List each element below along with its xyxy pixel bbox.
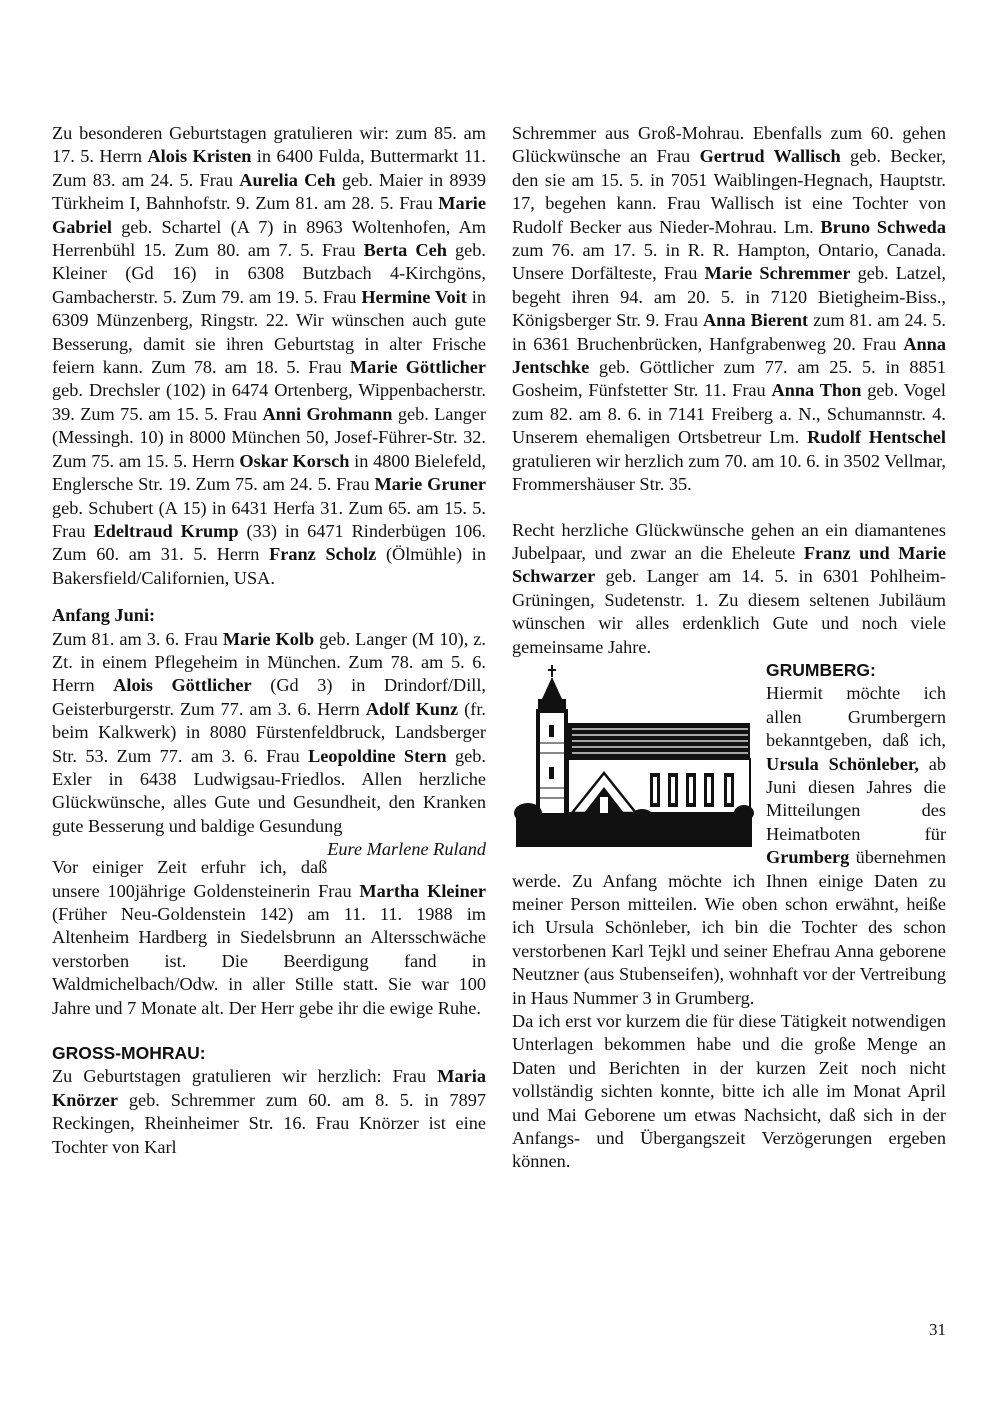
birthday-paragraph-may [52, 122, 486, 590]
text-run: (33) in 6471 Rinderbügen 106. Zum 60. am 31. 5. Herrn [52, 520, 486, 565]
bold-name: Franz und Marie Schwarzer [512, 542, 946, 587]
text-run: Zu besonderen Geburtstagen gratulieren wir: zum 85. am 17. 5. Herrn [52, 123, 486, 167]
text-run: (Gd 3) in Drindorf/Dill, Geisterburgerstr. Zum 77. am 3. 6. Herrn [52, 675, 486, 719]
text-run: in 6309 Münzenberg, Ringstr. 22. Wir wünschen auch gute Besserung, damit sie ihren Geburtstag in alter Frische feiern kann. Zum 78. am 18. 5. Frau [52, 286, 487, 378]
bold-name: Adolf Kunz [365, 698, 459, 719]
bold-name: Oskar Korsch [239, 450, 350, 471]
text-run: geb. Vogel zum 82. am 8. 6. in 7141 Freiberg a. N., Schumannstr. 4. Unserem ehemaligen Ortsbetreur Lm. [512, 380, 946, 448]
text-run: geb. Langer (M 10), z. Zt. in einem Pflegeheim in München. Zum 78. am 5. 6. Herrn [52, 628, 486, 696]
bold-name: Gertrud Wallisch [699, 146, 841, 167]
text-run: in 4800 Bielefeld, Englersche Str. 19. Zum 75. am 24. 5. Frau [52, 450, 486, 495]
heading-grumberg: GRUMBERG: [766, 659, 876, 680]
text-run: übernehmen werde. Zu Anfang möchte ich Ihnen einige Daten zu meiner Person mitteilen. Wie oben schon erwähnt, heiße ich Ursula Schönleber, ich bin die Tochter des schon verstorbenen Karl Tejkl und seiner Ehefrau Anna geborene Neutzner (aus Stubenseifen), wohnhaft vor der Vertreibung in Haus Nummer 3 in Grumberg. [512, 847, 946, 1008]
text-run: Zu Geburtstagen gratulieren wir herzlich: Frau [52, 1066, 438, 1087]
bold-name: Marie Kolb [222, 628, 315, 649]
bold-name: Alois Göttlicher [113, 675, 252, 696]
obituary-paragraph [52, 856, 486, 1020]
bold-name: Maria Knörzer [52, 1066, 486, 1110]
text-run: Recht herzliche Glückwünsche gehen an ein diamantenes Jubelpaar, und zwar an die Eheleute [512, 519, 946, 563]
bold-name: Aurelia Ceh [239, 169, 336, 190]
text-run: Hiermit möchte ich allen Grumbergern bekanntgeben, daß ich, [766, 683, 946, 751]
bold-name: Marie Gabriel [52, 193, 486, 237]
bold-name: Bruno Schweda [820, 216, 946, 237]
heading-gross-mohrau: GROSS-MOHRAU: [52, 1043, 206, 1064]
bold-name: Anna Jentschke [512, 333, 946, 378]
text-run: zum 76. am 17. 5. in R. R. Hampton, Ontario, Canada. Unsere Dorfälteste, Frau [512, 240, 946, 284]
bold-name: Anna Thon [771, 380, 862, 401]
bold-name: Edeltraud Krump [93, 520, 239, 541]
bold-name: Franz Scholz [269, 544, 377, 565]
church-icon [512, 663, 756, 849]
text-run: (Früher Neu-Goldenstein 142) am 11. 11. 1988 im Altenheim Hardberg in Siedelsbrunn an Altersschwäche verstorben ist. Die Beerdigung fand in Waldmichelbach/Odw. in aller Stille statt. Sie war 100 Jahre und 7 Monate alt. Der Herr gebe ihr die ewige Ruhe. [52, 904, 486, 1018]
text-run: Schremmer aus Groß-Mohrau. Ebenfalls zum 60. gehen Glückwünsche an Frau [512, 123, 946, 167]
text-run: zum 81. am 24. 5. in 6361 Bruchenbrücken, Hanfgrabenweg 20. Frau [512, 310, 947, 354]
page-number: 31 [929, 1320, 946, 1339]
text-run: (Ölmühle) in Bakersfield/Californien, USA. [52, 544, 487, 588]
text-run: Zum 81. am 3. 6. Frau [52, 628, 223, 649]
text-run: in 6400 Fulda, Buttermarkt 11. Zum 83. am 24. 5. Frau [52, 146, 486, 190]
church-illustration [512, 663, 756, 849]
bold-name: Leopoldine Stern [308, 745, 447, 766]
bold-name: Anna Bierent [703, 310, 809, 331]
text-run: geb. Maier in 8939 Türkheim I, Bahnhofstr. 9. Zum 81. am 28. 5. Frau [52, 169, 486, 214]
text-run: geb. Schartel (A 7) in 8963 Woltenhofen, Am Herrenbühl 15. Zum 80. am 7. 5. Frau [52, 216, 486, 261]
text-run: (fr. beim Kalkwerk) in 8080 Fürstenfeldbruck, Landsberger Str. 53. Zum 77. am 3. 6. Frau [52, 698, 486, 766]
bold-name: Marie Gruner [374, 474, 486, 495]
text-run: geb. Langer (Messingh. 10) in 8000 München 50, Josef-Führer-Str. 32. Zum 75. am 15. 5. Herrn [52, 403, 486, 471]
june-text [52, 629, 486, 836]
grumberg-paragraph-2 [512, 1010, 946, 1174]
text-run: geb. Latzel, begeht ihren 94. am 20. 5. in 7120 Bietigheim-Biss., Königsberger Str. 9. Frau [512, 263, 946, 331]
text-run: gratulieren wir herzlich zum 70. am 10. 6. in 3502 Vellmar, Frommershäuser Str. 35. [512, 450, 946, 495]
bold-name: Alois Kristen [147, 146, 252, 167]
right-column [512, 122, 946, 1174]
bold-name: Rudolf Hentschel [807, 427, 946, 448]
text-run: geb. Langer am 14. 5. in 6301 Pohlheim-Grüningen, Sudetenstr. 1. Zu diesem seltenen Jubiläum wünschen wir alles erdenklich Gute und noch viele gemeinsame Jahre. [512, 566, 946, 657]
bold-name: Marie Schremmer [704, 263, 851, 284]
birthday-paragraph-june [52, 628, 486, 860]
text-run: geb. Schremmer zum 60. am 8. 5. in 7897 Reckingen, Rheinheimer Str. 16. Frau Knörzer ist eine Tochter von Karl [52, 1089, 486, 1157]
text-run: geb. Göttlicher zum 77. am 25. 5. in 8851 Gosheim, Fünfstetter Str. 11. Frau [512, 357, 946, 401]
signature: Eure Marlene Ruland [327, 839, 486, 860]
text-run: geb. Kleiner (Gd 16) in 6308 Butzbach 4-Kirchgöns, Gambacherstr. 5. Zum 79. am 19. 5. Frau [52, 240, 486, 307]
jubilee-paragraph [512, 519, 946, 659]
text-run: geb. Exler in 6438 Ludwigsau-Friedlos. Allen herzliche Glückwünsche, alles Gute und Gesundheit, den Kranken gute Besserung und baldige Gesundung [52, 745, 486, 836]
bold-name: Ursula Schönleber, [766, 753, 919, 774]
gross-mohrau-continued-paragraph [512, 122, 946, 497]
text-run: geb. Becker, den sie am 15. 5. in 7051 Waiblingen-Hegnach, Hauptstr. 17, begehen kann. Frau Wallisch ist eine Tochter von Rudolf Becker aus Nieder-Mohrau. Lm. [512, 146, 946, 237]
gross-mohrau-paragraph [52, 1065, 486, 1159]
text-run: Da ich erst vor kurzem die für diese Tätigkeit notwendigen Unterlagen bekommen habe und die große Menge an Daten und Berichten in der kurzen Zeit noch nicht vollständig sichten konnte, bitte ich alle im Monat April und Mai Geborene um etwas Nachsicht, daß sich in der Anfangs- und Übergangszeit Verzögerungen ergeben können. [512, 1011, 946, 1172]
bold-name: Grumberg [766, 847, 850, 868]
text-run: geb. Drechsler (102) in 6474 Ortenberg, Wippenbacherstr. 39. Zum 75. am 15. 5. Frau [52, 380, 486, 424]
bold-name: Marie Göttlicher [349, 357, 487, 378]
bold-name: Hermine Voit [361, 286, 467, 307]
text-run: ab Juni diesen Jahres die Mitteilungen des Heimatboten für [766, 753, 947, 844]
bold-name: Martha Kleiner [359, 880, 486, 901]
left-column [52, 122, 486, 1159]
bold-name: Anni Grohmann [262, 403, 393, 424]
heading-anfang-juni: Anfang Juni: [52, 605, 156, 626]
bold-name: Berta Ceh [363, 240, 447, 261]
text-run: geb. Schubert (A 15) in 6431 Herfa 31. Zum 65. am 15. 5. Frau [52, 497, 486, 541]
text-run: Vor einiger Zeit erfuhr ich, daß unsere 100jährige Goldensteinerin Frau [52, 857, 360, 901]
